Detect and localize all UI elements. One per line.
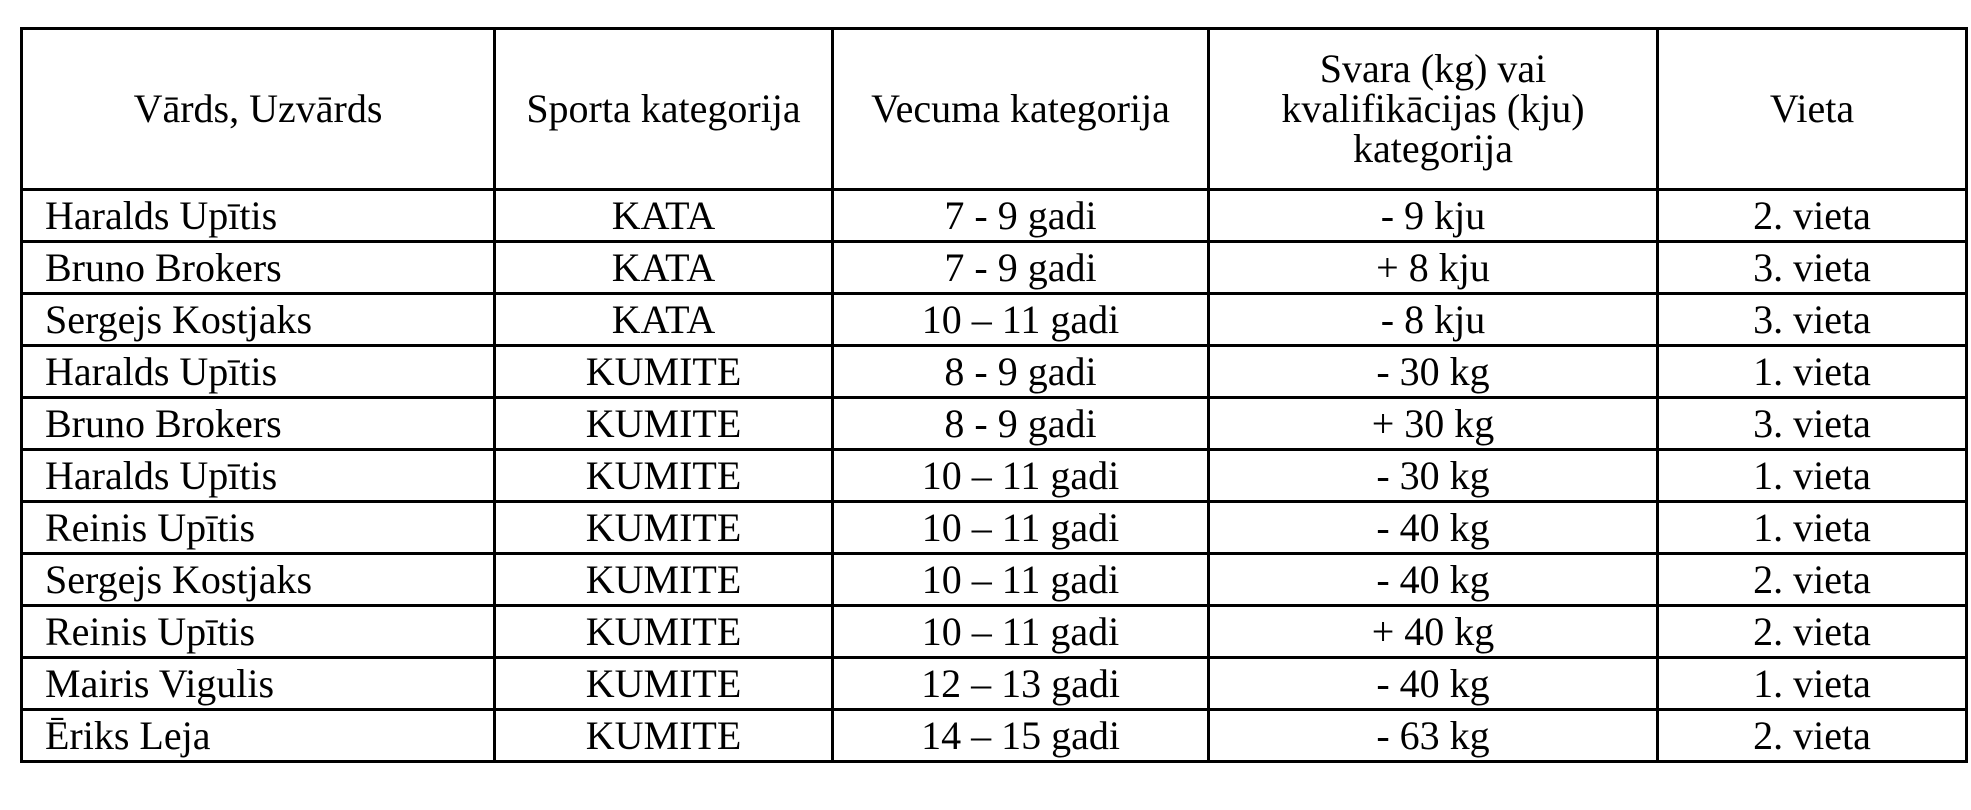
cell-name: Reinis Upītis: [22, 606, 495, 658]
cell-age: 10 – 11 gadi: [833, 502, 1209, 554]
cell-sport: KUMITE: [495, 450, 833, 502]
cell-age: 8 - 9 gadi: [833, 346, 1209, 398]
cell-age: 7 - 9 gadi: [833, 242, 1209, 294]
cell-sport: KUMITE: [495, 346, 833, 398]
cell-name: Haralds Upītis: [22, 346, 495, 398]
cell-place: 3. vieta: [1658, 242, 1967, 294]
cell-age: 8 - 9 gadi: [833, 398, 1209, 450]
results-table: [20, 27, 1968, 763]
cell-place: 1. vieta: [1658, 658, 1967, 710]
cell-place: 2. vieta: [1658, 606, 1967, 658]
cell-sport: KATA: [495, 190, 833, 242]
cell-weight: + 30 kg: [1209, 398, 1658, 450]
table-row: [22, 190, 1967, 242]
header-sport-category: Sporta kategorija: [495, 29, 833, 190]
cell-name: Haralds Upītis: [22, 190, 495, 242]
table-row: [22, 606, 1967, 658]
cell-sport: KUMITE: [495, 606, 833, 658]
cell-sport: KATA: [495, 242, 833, 294]
header-place: Vieta: [1658, 29, 1967, 190]
cell-sport: KUMITE: [495, 554, 833, 606]
table-row: [22, 710, 1967, 762]
cell-age: 10 – 11 gadi: [833, 450, 1209, 502]
cell-name: Reinis Upītis: [22, 502, 495, 554]
cell-age: 10 – 11 gadi: [833, 294, 1209, 346]
table-body: [22, 190, 1967, 762]
header-age-category: Vecuma kategorija: [833, 29, 1209, 190]
table-row: [22, 554, 1967, 606]
cell-weight: - 40 kg: [1209, 502, 1658, 554]
table-row: [22, 398, 1967, 450]
cell-name: Sergejs Kostjaks: [22, 554, 495, 606]
cell-place: 1. vieta: [1658, 450, 1967, 502]
cell-name: Bruno Brokers: [22, 398, 495, 450]
cell-age: 10 – 11 gadi: [833, 606, 1209, 658]
cell-place: 3. vieta: [1658, 294, 1967, 346]
cell-name: Mairis Vigulis: [22, 658, 495, 710]
table-row: [22, 294, 1967, 346]
cell-sport: KUMITE: [495, 502, 833, 554]
table-header: [22, 29, 1967, 190]
cell-weight: + 8 kju: [1209, 242, 1658, 294]
cell-weight: - 63 kg: [1209, 710, 1658, 762]
cell-weight: - 30 kg: [1209, 346, 1658, 398]
header-row: [22, 29, 1967, 190]
cell-weight: + 40 kg: [1209, 606, 1658, 658]
cell-place: 3. vieta: [1658, 398, 1967, 450]
cell-place: 2. vieta: [1658, 190, 1967, 242]
cell-sport: KUMITE: [495, 710, 833, 762]
cell-sport: KATA: [495, 294, 833, 346]
table-row: [22, 502, 1967, 554]
cell-sport: KUMITE: [495, 398, 833, 450]
header-name: Vārds, Uzvārds: [22, 29, 495, 190]
cell-place: 2. vieta: [1658, 554, 1967, 606]
cell-place: 1. vieta: [1658, 502, 1967, 554]
cell-weight: - 40 kg: [1209, 658, 1658, 710]
cell-place: 1. vieta: [1658, 346, 1967, 398]
cell-name: Bruno Brokers: [22, 242, 495, 294]
cell-name: Sergejs Kostjaks: [22, 294, 495, 346]
header-weight-or-kyu: Svara (kg) vai kvalifikācijas (kju) kategorija: [1209, 29, 1658, 190]
table-row: [22, 658, 1967, 710]
table-row: [22, 346, 1967, 398]
table-row: [22, 242, 1967, 294]
cell-weight: - 40 kg: [1209, 554, 1658, 606]
cell-age: 10 – 11 gadi: [833, 554, 1209, 606]
cell-name: Ēriks Leja: [22, 710, 495, 762]
cell-age: 7 - 9 gadi: [833, 190, 1209, 242]
cell-weight: - 8 kju: [1209, 294, 1658, 346]
cell-weight: - 9 kju: [1209, 190, 1658, 242]
cell-place: 2. vieta: [1658, 710, 1967, 762]
cell-weight: - 30 kg: [1209, 450, 1658, 502]
cell-age: 14 – 15 gadi: [833, 710, 1209, 762]
cell-sport: KUMITE: [495, 658, 833, 710]
cell-name: Haralds Upītis: [22, 450, 495, 502]
cell-age: 12 – 13 gadi: [833, 658, 1209, 710]
table-row: [22, 450, 1967, 502]
